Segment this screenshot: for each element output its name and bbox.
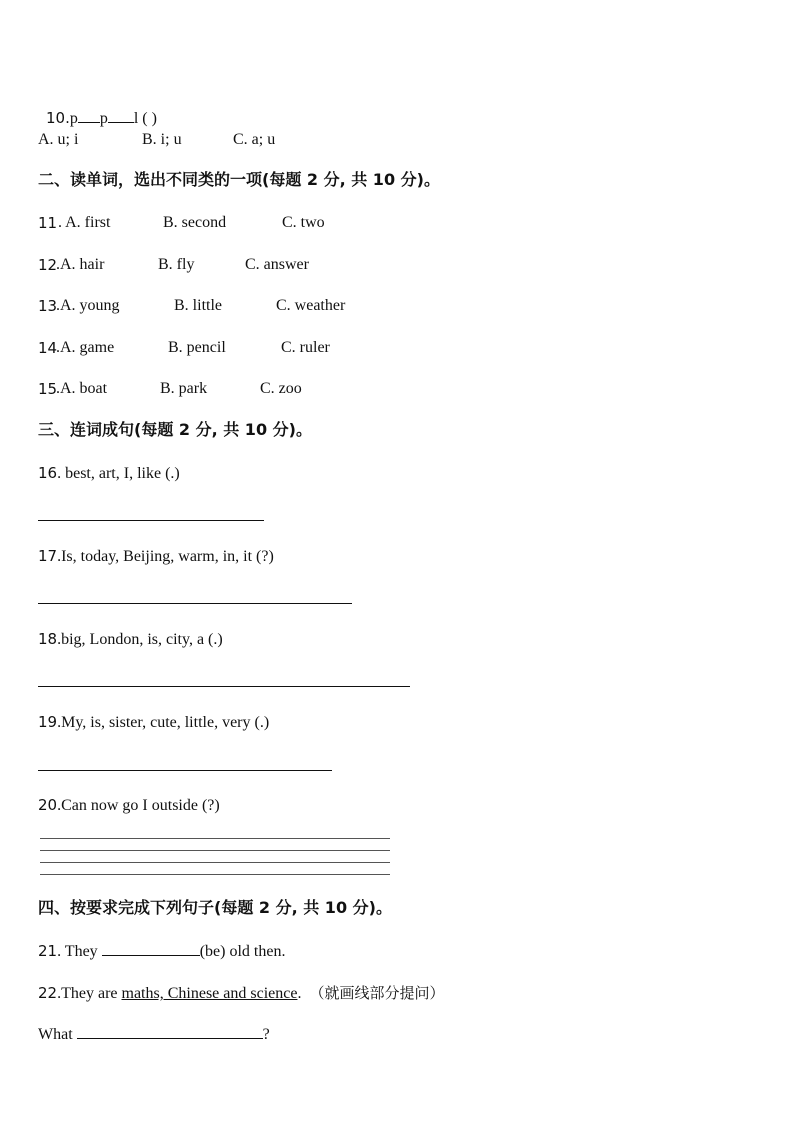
question-17	[38, 546, 274, 567]
question-text: .They are	[57, 985, 122, 1002]
option-c: C. a; u	[233, 131, 276, 148]
question-text: .big, London, is, city, a (.)	[57, 631, 223, 648]
option-c: C. answer	[245, 256, 309, 273]
option-a: .A. game	[56, 339, 115, 356]
answer-line[interactable]	[38, 603, 352, 604]
answer-blank[interactable]	[78, 108, 100, 123]
question-number: 13	[38, 297, 58, 315]
question-number: 20	[38, 796, 58, 814]
question-number: 10.	[46, 109, 70, 127]
question-16	[38, 463, 180, 484]
question-number: 22	[38, 984, 58, 1002]
question-text: .Is, today, Beijing, warm, in, it (?)	[57, 548, 274, 565]
answer-line[interactable]	[38, 520, 264, 521]
question-14	[38, 338, 438, 358]
question-text: .	[297, 985, 302, 1002]
option-b: B. park	[160, 380, 208, 397]
question-number: 15	[38, 380, 58, 398]
option-b: B. i; u	[142, 131, 182, 148]
question-20	[38, 795, 220, 816]
section-4-title: 四、按要求完成下列句子(每题 2 分, 共 10 分)。	[38, 898, 392, 917]
section-3-title: 三、连词成句(每题 2 分, 共 10 分)。	[38, 420, 312, 439]
answer-suffix: ?	[262, 1026, 270, 1043]
underlined-part: maths, Chinese and science	[121, 985, 298, 1002]
question-18	[38, 629, 223, 650]
option-c: C. two	[282, 214, 325, 231]
question-text: p	[69, 110, 78, 127]
answer-blank[interactable]	[77, 1024, 263, 1039]
question-number: 21	[38, 942, 58, 960]
question-22-answer	[38, 1024, 270, 1045]
option-b: B. fly	[158, 256, 195, 273]
question-number: 19	[38, 713, 58, 731]
question-text: .Can now go I outside (?)	[57, 797, 220, 814]
option-b: B. little	[174, 297, 222, 314]
writing-line[interactable]	[40, 850, 390, 851]
question-21	[38, 941, 285, 962]
option-b: B. pencil	[168, 339, 226, 356]
option-a: . A. first	[58, 214, 111, 231]
question-number: 17	[38, 547, 58, 565]
option-a: .A. young	[56, 297, 120, 314]
question-number: 18	[38, 630, 58, 648]
option-c: C. ruler	[281, 339, 330, 356]
question-12	[38, 255, 438, 275]
writing-line[interactable]	[40, 838, 390, 839]
question-15	[38, 379, 438, 399]
option-a: .A. hair	[56, 256, 105, 273]
question-number: 16	[38, 464, 58, 482]
question-11	[38, 213, 438, 233]
answer-line[interactable]	[38, 686, 410, 687]
question-10	[38, 88, 157, 129]
writing-line[interactable]	[40, 874, 390, 875]
answer-blank[interactable]	[102, 941, 200, 956]
question-text: . They	[57, 943, 102, 960]
option-c: C. weather	[276, 297, 346, 314]
writing-line[interactable]	[40, 862, 390, 863]
answer-line[interactable]	[38, 770, 332, 771]
answer-blank[interactable]	[108, 108, 134, 123]
answer-prefix: What	[38, 1026, 77, 1043]
question-number: 12	[38, 256, 58, 274]
question-text: l ( )	[133, 110, 157, 127]
option-a: A. u; i	[38, 131, 79, 148]
question-number: 14	[38, 339, 58, 357]
question-13	[38, 296, 438, 316]
question-22	[38, 983, 444, 1004]
instruction-note: （就画线部分提问）	[309, 984, 445, 1002]
question-number: 11	[38, 214, 58, 232]
question-text: . best, art, I, like (.)	[57, 465, 180, 482]
option-a: .A. boat	[56, 380, 108, 397]
question-19	[38, 712, 269, 733]
question-text: .My, is, sister, cute, little, very (.)	[57, 714, 270, 731]
option-b: B. second	[163, 214, 227, 231]
section-2-title: 二、读单词，选出不同类的一项(每题 2 分, 共 10 分)。	[38, 170, 440, 189]
question-text: p	[99, 110, 108, 127]
question-text: (be) old then.	[199, 943, 286, 960]
question-10-options	[38, 130, 438, 150]
option-c: C. zoo	[260, 380, 302, 397]
